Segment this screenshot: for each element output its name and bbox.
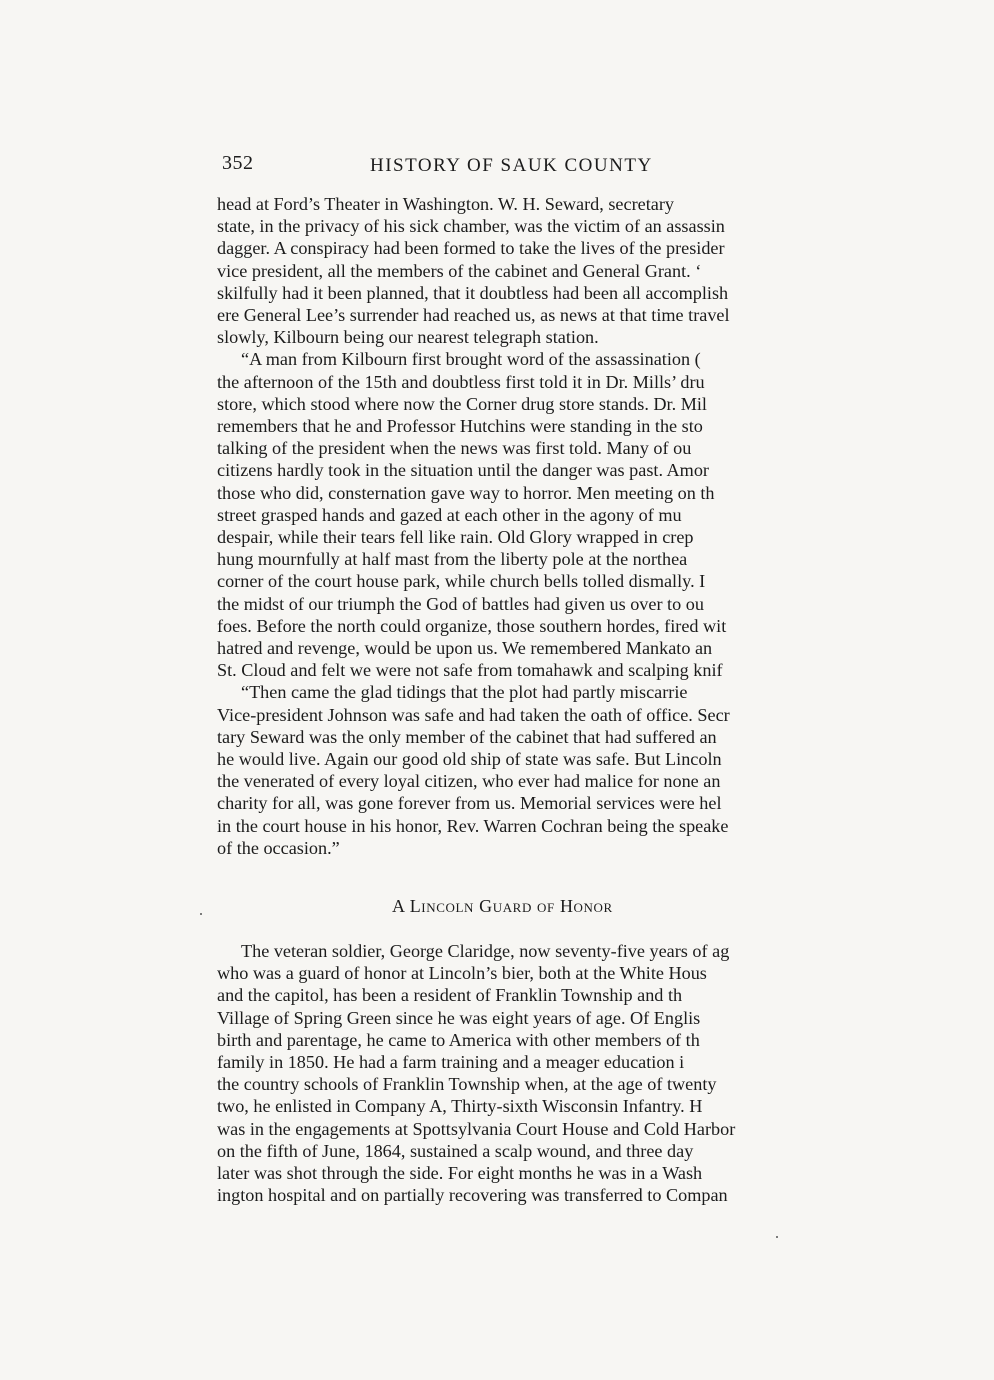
text-block-upper bbox=[217, 193, 811, 859]
text-line: on the fifth of June, 1864, sustained a scalp wound, and three day bbox=[217, 1140, 694, 1161]
text-line: in the court house in his honor, Rev. Warren Cochran being the speake bbox=[217, 815, 729, 836]
text-line: head at Ford’s Theater in Washington. W. H. Seward, secretary bbox=[217, 194, 674, 214]
text-line: remembers that he and Professor Hutchins were standing in the sto bbox=[217, 416, 703, 437]
text-line: and the capitol, has been a resident of Franklin Township and th bbox=[217, 985, 683, 1006]
text-line: who was a guard of honor at Lincoln’s bier, both at the White Hous bbox=[217, 963, 707, 984]
scan-speck bbox=[776, 1236, 778, 1238]
text-line: Village of Spring Green since he was eight years of age. Of Englis bbox=[217, 1007, 701, 1028]
text-line: the country schools of Franklin Township when, at the age of twenty bbox=[217, 1074, 717, 1095]
text-line: state, in the privacy of his sick chamber, was the victim of an assassin bbox=[217, 216, 725, 237]
text-line: charity for all, was gone forever from us. Memorial services were hel bbox=[217, 793, 722, 814]
text-line: hung mournfully at half mast from the liberty pole at the northea bbox=[217, 549, 688, 570]
text-line: despair, while their tears fell like rain. Old Glory wrapped in crep bbox=[217, 527, 694, 548]
text-line: Vice-president Johnson was safe and had taken the oath of office. Secr bbox=[217, 704, 730, 725]
scan-speck bbox=[200, 913, 202, 915]
text-line: later was shot through the side. For eight months he was in a Wash bbox=[217, 1163, 703, 1184]
text-line: vice president, all the members of the cabinet and General Grant. ‘ bbox=[217, 260, 702, 281]
page-number: 352 bbox=[222, 152, 254, 174]
text-line: store, which stood where now the Corner drug store stands. Dr. Mil bbox=[217, 393, 707, 414]
text-line: was in the engagements at Spottsylvania Court House and Cold Harbor bbox=[217, 1118, 736, 1139]
text-line: talking of the president when the news was first told. Many of ou bbox=[217, 438, 692, 459]
text-line: tary Seward was the only member of the cabinet that had suffered an bbox=[217, 726, 717, 747]
text-line: corner of the court house park, while church bells tolled dismally. I bbox=[217, 571, 706, 592]
text-line: two, he enlisted in Company A, Thirty-sixth Wisconsin Infantry. H bbox=[217, 1096, 703, 1117]
text-line: ington hospital and on partially recovering was transferred to Compan bbox=[217, 1185, 728, 1206]
section-heading: A Lincoln Guard of Honor bbox=[392, 896, 613, 916]
text-line: skilfully had it been planned, that it doubtless had been all accomplish bbox=[217, 282, 729, 303]
text-line: the midst of our triumph the God of battles had given us over to ou bbox=[217, 593, 704, 614]
text-line: “A man from Kilbourn first brought word of the assassination ( bbox=[241, 349, 701, 370]
text-line: street grasped hands and gazed at each other in the agony of mu bbox=[217, 504, 682, 525]
running-head: HISTORY OF SAUK COUNTY bbox=[370, 155, 653, 176]
text-line: birth and parentage, he came to America with other members of th bbox=[217, 1029, 700, 1050]
text-line: ere General Lee’s surrender had reached us, as news at that time travel bbox=[217, 305, 730, 326]
text-line: the afternoon of the 15th and doubtless first told it in Dr. Mills’ dru bbox=[217, 371, 705, 392]
text-line: of the occasion.” bbox=[217, 837, 340, 858]
text-line: foes. Before the north could organize, those southern hordes, fired wit bbox=[217, 615, 727, 636]
text-line: hatred and revenge, would be upon us. We remembered Mankato an bbox=[217, 638, 713, 659]
text-line: citizens hardly took in the situation until the danger was past. Amor bbox=[217, 460, 709, 481]
text-line: those who did, consternation gave way to horror. Men meeting on th bbox=[217, 482, 715, 503]
text-line: he would live. Again our good old ship of state was safe. But Lincoln bbox=[217, 749, 722, 770]
text-block-lower bbox=[217, 940, 811, 1206]
text-line: the venerated of every loyal citizen, who ever had malice for none an bbox=[217, 771, 721, 792]
text-line: The veteran soldier, George Claridge, now seventy-five years of ag bbox=[241, 941, 730, 961]
text-line: St. Cloud and felt we were not safe from tomahawk and scalping knif bbox=[217, 660, 723, 681]
text-line: “Then came the glad tidings that the plot had partly miscarrie bbox=[241, 682, 688, 703]
text-line: family in 1850. He had a farm training and a meager education i bbox=[217, 1052, 685, 1073]
text-line: dagger. A conspiracy had been formed to take the lives of the presider bbox=[217, 238, 725, 259]
text-line: slowly, Kilbourn being our nearest telegraph station. bbox=[217, 327, 599, 348]
